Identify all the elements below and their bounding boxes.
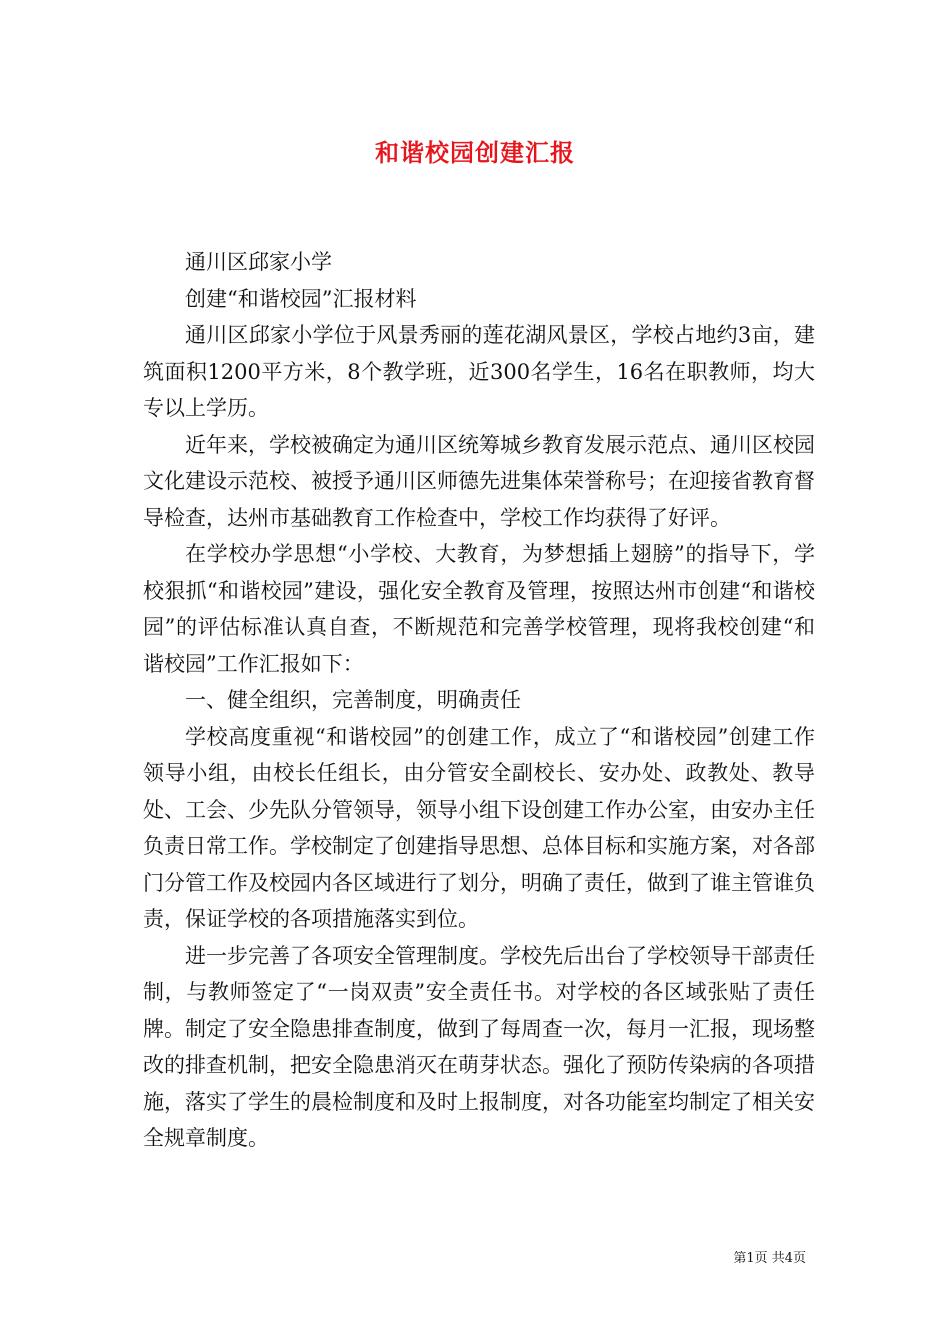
paragraph-leadership-group: 学校高度重视“和谐校园”的创建工作，成立了“和谐校园”创建工作领导小组，由校长任组长，由分管安全副校长、安办处、政教处、教导处、工会、少先队分管领导，领导小组下设创建工作办公室，由安办主任负责日常工作。学校制定了创建指导思想、总体目标和实施方案，对各部门分管工作及校园内各区域进行了划分，明确了责任，做到了谁主管谁负责，保证学校的各项措施落实到位。 [143, 724, 815, 931]
school-name-line: 通川区邱家小学 [185, 250, 332, 274]
paragraph-guiding-thought: 在学校办学思想“小学校、大教育，为梦想插上翅膀”的指导下，学校狠抓“和谐校园”建设，强化安全教育及管理，按照达州市创建“和谐校园”的评估标准认真自查，不断规范和完善学校管理，现将我校创建“和谐校园”工作汇报如下： [143, 542, 815, 676]
paragraph-safety-rules: 进一步完善了各项安全管理制度。学校先后出台了学校领导干部责任制，与教师签定了“一岗双责”安全责任书。对学校的各区域张贴了责任牌。制定了安全隐患排查制度，做到了每周查一次，每月一汇报，现场整改的排查机制，把安全隐患消灭在萌芽状态。强化了预防传染病的各项措施，落实了学生的晨检制度和及时上报制度，对各功能室均制定了相关安全规章制度。 [143, 943, 815, 1150]
document-body [143, 244, 815, 1157]
document-title: 和谐校园创建汇报 [375, 138, 575, 167]
report-subtitle-line: 创建“和谐校园”汇报材料 [185, 286, 417, 311]
paragraph-school-intro: 通川区邱家小学位于风景秀丽的莲花湖风景区，学校占地约3亩，建筑面积1200平方米，8个教学班，近300名学生，16名在职教师，均大专以上学历。 [143, 323, 815, 420]
section-heading-1: 一、健全组织，完善制度，明确责任 [185, 688, 521, 712]
page-number: 第1页 共4页 [733, 1251, 806, 1266]
paragraph-recent-honors: 近年来，学校被确定为通川区统筹城乡教育发展示范点、通川区校园文化建设示范校、被授予通川区师德先进集体荣誉称号；在迎接省教育督导检查，达州市基础教育工作检查中，学校工作均获得了好评。 [143, 432, 815, 530]
